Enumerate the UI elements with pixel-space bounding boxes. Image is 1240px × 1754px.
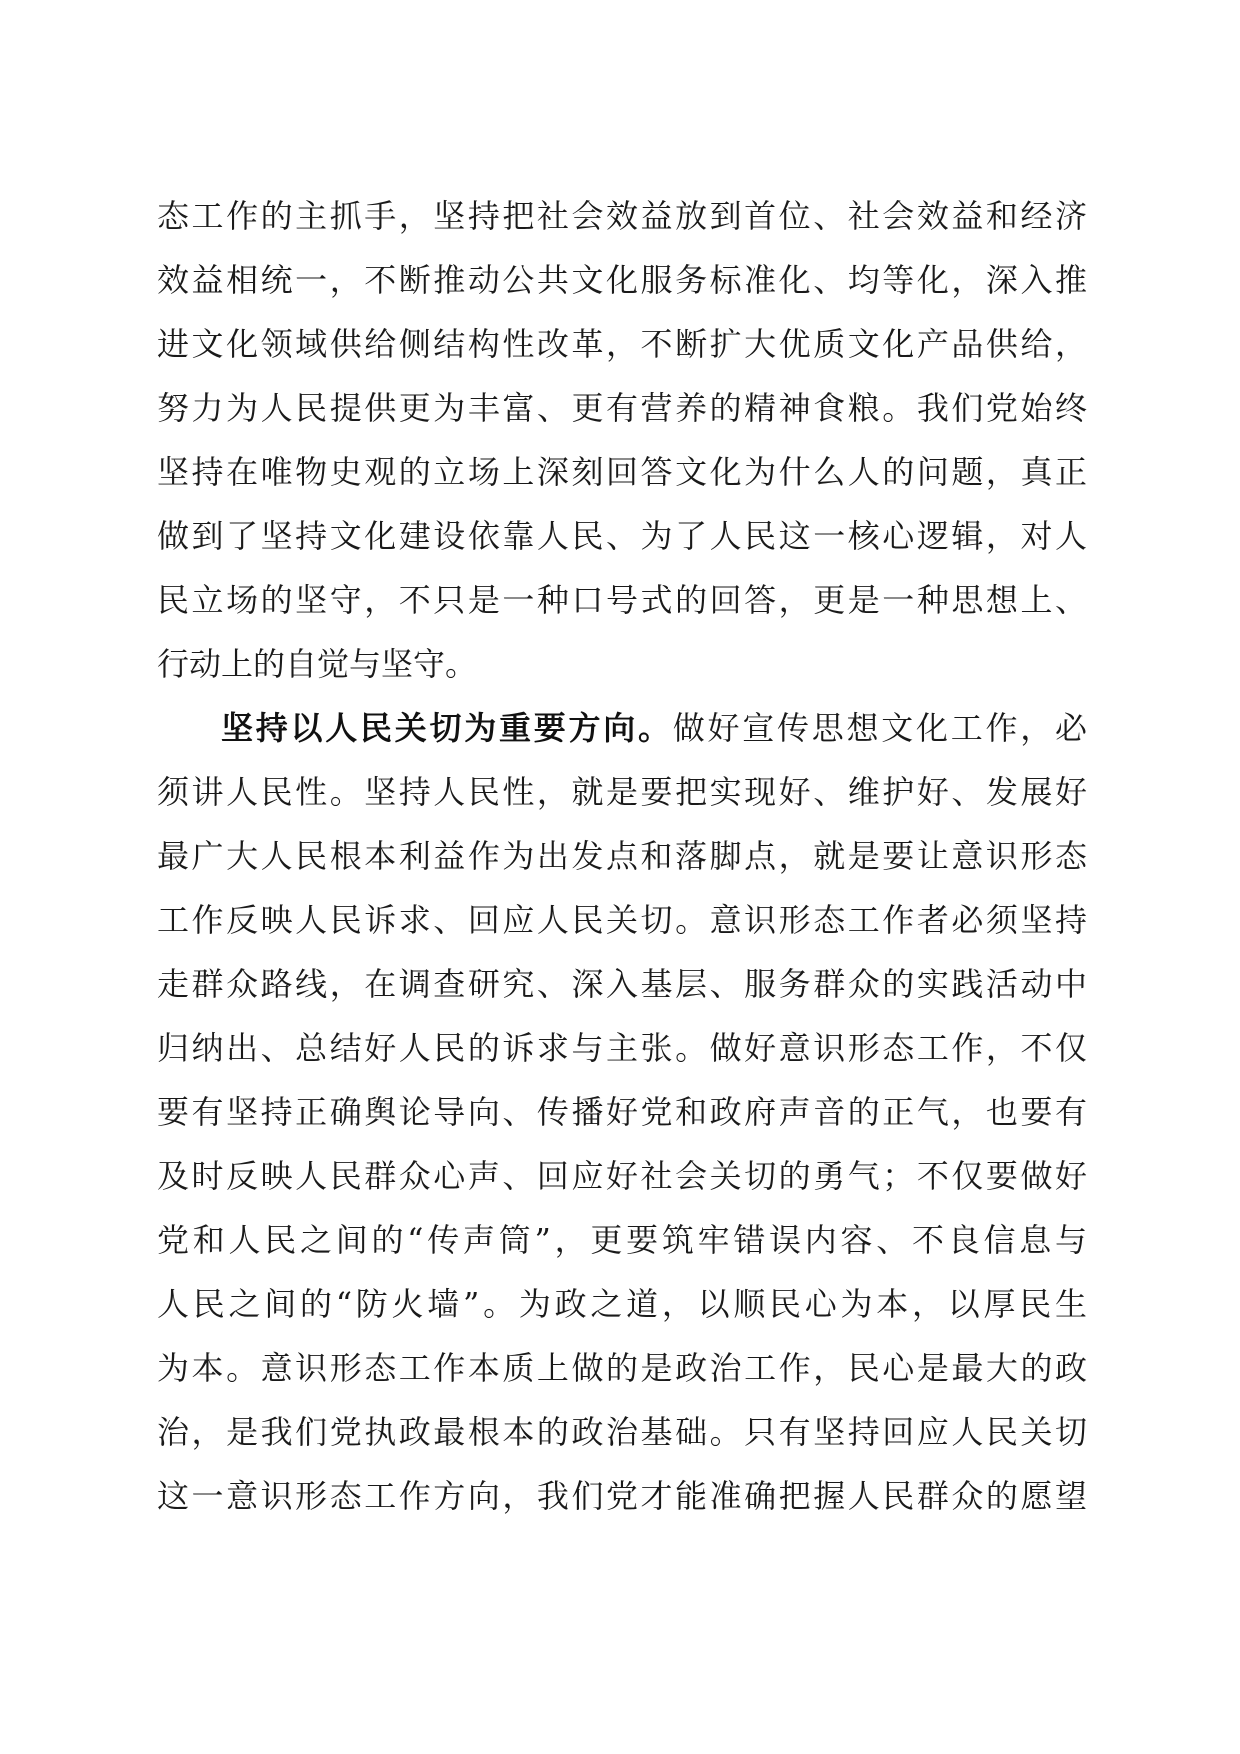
text-line: 这一意识形态工作方向，我们党才能准确把握人民群众的愿望 [157,1477,1087,1515]
paragraph-1 [157,184,1087,696]
text-line: 坚持在唯物史观的立场上深刻回答文化为什么人的问题，真正 [157,453,1087,491]
text-line: 民立场的坚守，不只是一种口号式的回答，更是一种思想上、 [157,581,1087,619]
text-line: 态工作的主抓手，坚持把社会效益放到首位、社会效益和经济 [157,197,1087,235]
text-line: 归纳出、总结好人民的诉求与主张。做好意识形态工作，不仅 [157,1029,1087,1067]
text-line: 工作反映人民诉求、回应人民关切。意识形态工作者必须坚持 [157,901,1087,939]
text-line: 努力为人民提供更为丰富、更有营养的精神食粮。我们党始终 [157,389,1087,427]
paragraph-2 [157,696,1087,1528]
text-line: 行动上的自觉与坚守。 [157,645,478,683]
text-line: 最广大人民根本利益作为出发点和落脚点，就是要让意识形态 [157,837,1087,875]
text-line: 党和人民之间的“传声筒”，更要筑牢错误内容、不良信息与 [157,1221,1087,1259]
text-line: 进文化领域供给侧结构性改革，不断扩大优质文化产品供给， [157,325,1087,363]
text-line: 走群众路线，在调查研究、深入基层、服务群众的实践活动中 [157,965,1087,1003]
paragraph-first-line [157,696,1087,760]
text-line: 须讲人民性。坚持人民性，就是要把实现好、维护好、发展好 [157,773,1087,811]
text-line: 治，是我们党执政最根本的政治基础。只有坚持回应人民关切 [157,1413,1087,1451]
text-line: 效益相统一，不断推动公共文化服务标准化、均等化，深入推 [157,261,1087,299]
body-text [157,184,1087,1528]
paragraph-heading: 坚持以人民关切为重要方向。 [221,709,673,747]
text-line: 为本。意识形态工作本质上做的是政治工作，民心是最大的政 [157,1349,1087,1387]
text-line: 做到了坚持文化建设依靠人民、为了人民这一核心逻辑，对人 [157,517,1087,555]
text-line: 及时反映人民群众心声、回应好社会关切的勇气；不仅要做好 [157,1157,1087,1195]
text-line: 要有坚持正确舆论导向、传播好党和政府声音的正气，也要有 [157,1093,1087,1131]
heading-line-rest: 做好宣传思想文化工作，必 [672,709,1087,747]
text-line: 人民之间的“防火墙”。为政之道，以顺民心为本，以厚民生 [157,1285,1087,1323]
